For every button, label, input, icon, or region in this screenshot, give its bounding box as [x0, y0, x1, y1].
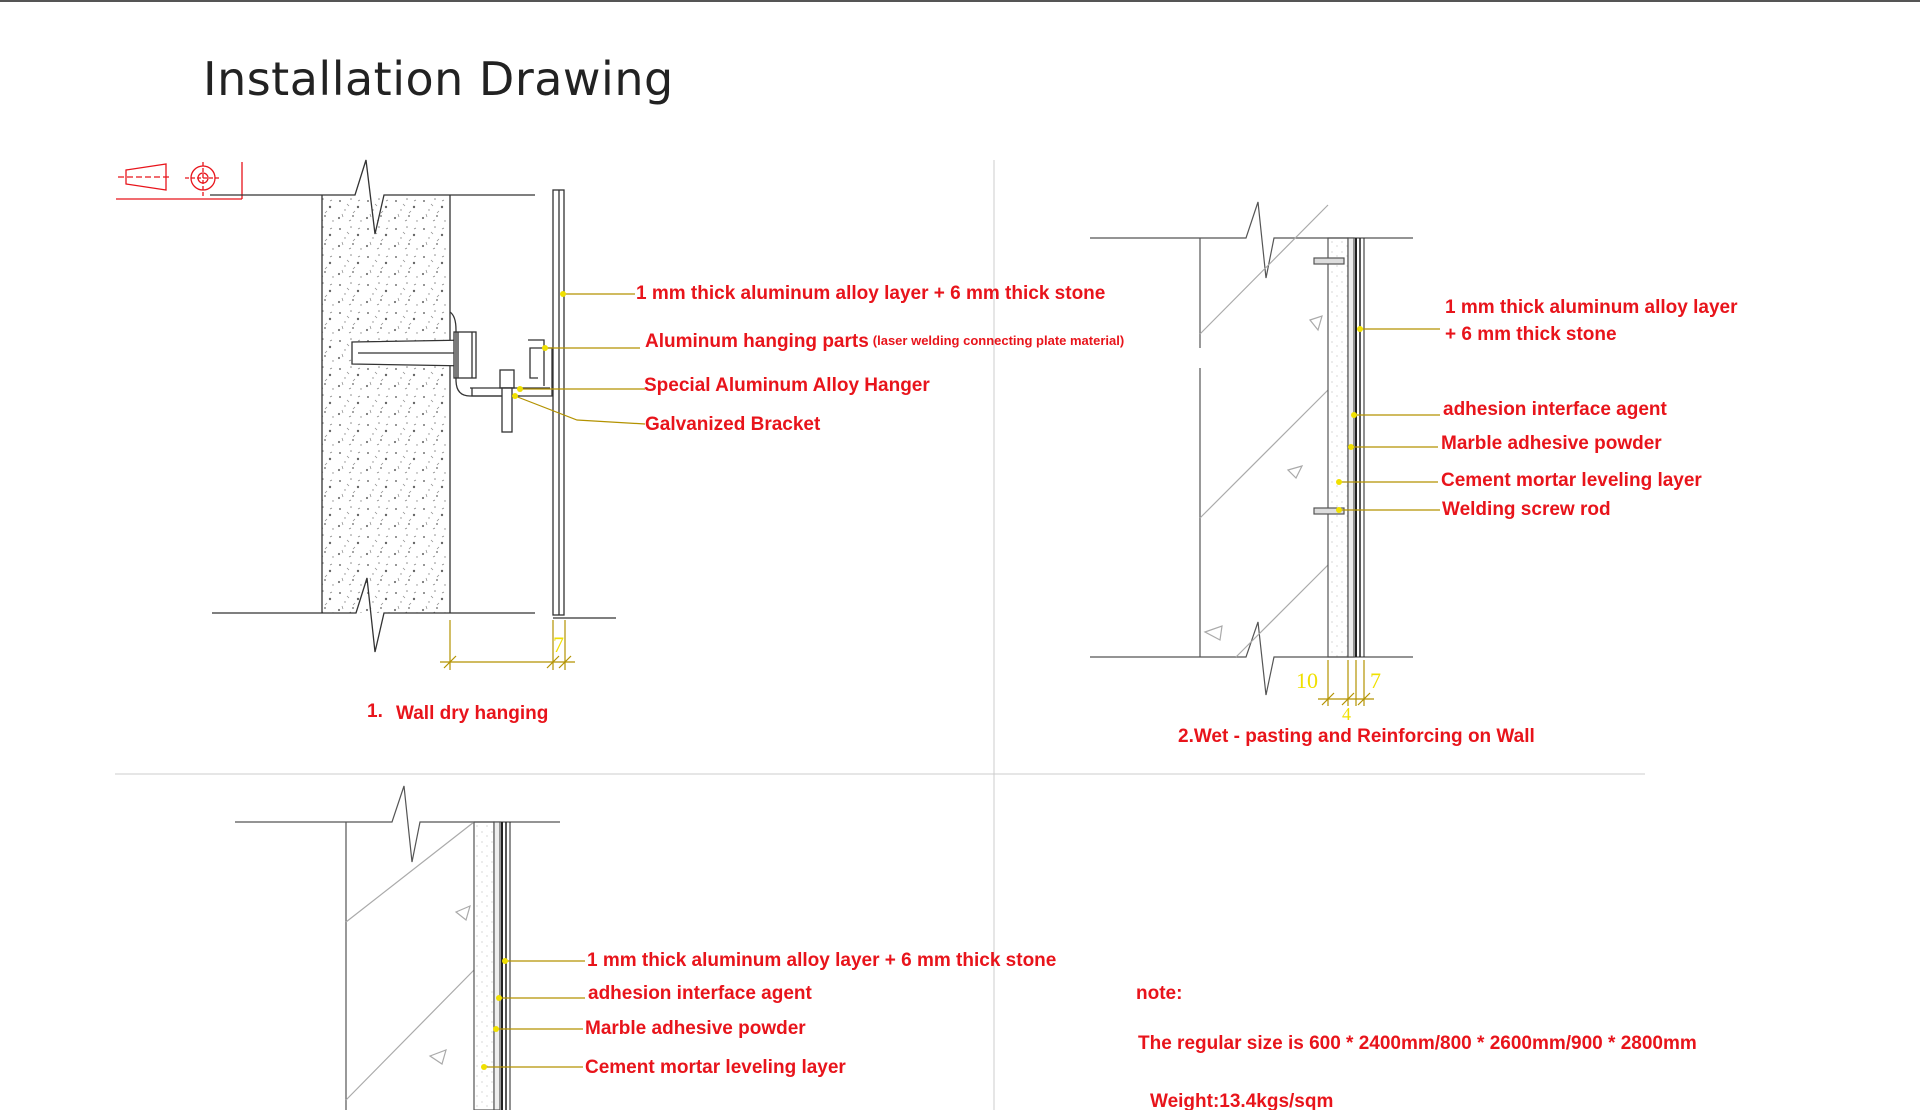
section1-leaders [515, 294, 645, 424]
projection-symbol [116, 162, 242, 199]
section2-label-marble-powder: Marble adhesive powder [1441, 433, 1662, 454]
section2-label-stone: + 6 mm thick stone [1445, 324, 1617, 345]
page-title: Installation Drawing [203, 52, 674, 106]
section1-label-hanger: Special Aluminum Alloy Hanger [644, 375, 930, 396]
section1-label-hanging-parts-text: Aluminum hanging parts [645, 331, 869, 352]
section2-dimension-10: 10 [1296, 668, 1318, 693]
section2-dimension-7: 7 [1370, 668, 1381, 693]
wet-pasting-detail [1090, 202, 1413, 695]
section1-caption-number: 1. [367, 701, 383, 722]
section2-label-adhesion: adhesion interface agent [1443, 399, 1667, 420]
section1-label-aluminum-stone: 1 mm thick aluminum alloy layer + 6 mm thick stone [636, 283, 1106, 304]
section1-label-hanging-parts [645, 331, 1124, 352]
section2-label-aluminum: 1 mm thick aluminum alloy layer [1445, 297, 1738, 318]
section3-label-adhesion: adhesion interface agent [588, 983, 812, 1004]
note-size: The regular size is 600 * 2400mm/800 * 2600mm/900 * 2800mm [1138, 1033, 1697, 1054]
section3-label-mortar: Cement mortar leveling layer [585, 1057, 846, 1078]
section1-label-note: (laser welding connecting plate material) [872, 333, 1125, 348]
section2-label-mortar: Cement mortar leveling layer [1441, 470, 1702, 491]
section3-label-marble-powder: Marble adhesive powder [585, 1018, 806, 1039]
note-weight: Weight:13.4kgs/sqm [1150, 1091, 1334, 1110]
section2-dimensions [1318, 660, 1374, 706]
section2-dimension-4: 4 [1342, 704, 1351, 724]
note-heading: note: [1136, 983, 1183, 1004]
section2-label-screw-rod: Welding screw rod [1442, 499, 1611, 520]
dimension-label-section1: 7 [553, 632, 564, 657]
dry-hanging-detail [210, 160, 616, 652]
section1-caption: Wall dry hanging [396, 703, 549, 724]
section1-label-bracket: Galvanized Bracket [645, 414, 821, 435]
section3-detail [235, 786, 560, 1110]
section3-label-aluminum-stone: 1 mm thick aluminum alloy layer + 6 mm thick stone [587, 950, 1057, 971]
section2-caption: 2.Wet - pasting and Reinforcing on Wall [1178, 726, 1535, 747]
